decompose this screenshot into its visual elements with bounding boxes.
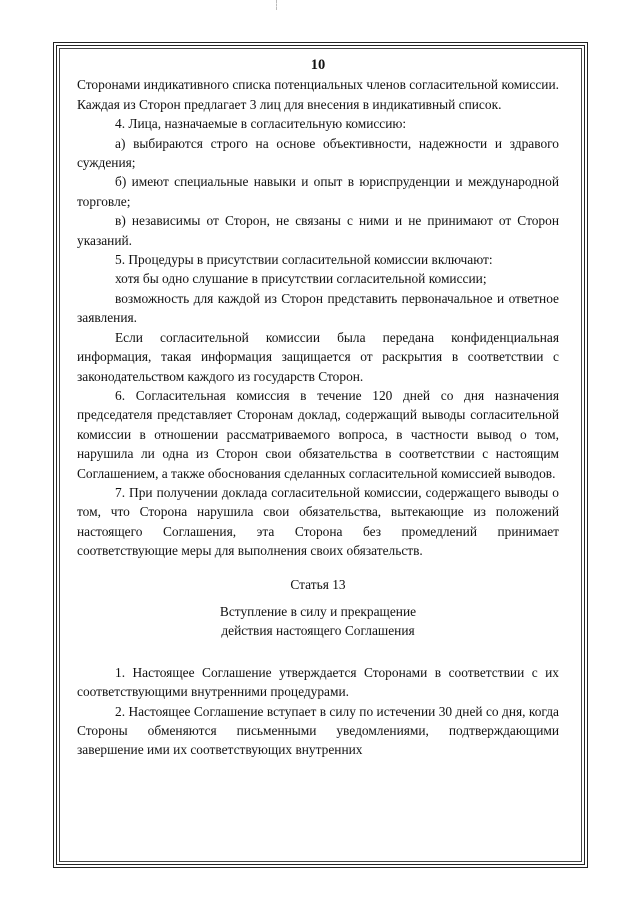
paragraph: а) выбираются строго на основе объективности, надежности и здравого суждения; — [77, 135, 559, 171]
paragraph: 1. Настоящее Соглашение утверждается Сторонами в соответствии с их соответствующими внутренними процедурами. — [77, 664, 559, 700]
scan-mark — [276, 0, 278, 10]
paragraph: 6. Согласительная комиссия в течение 120 дней со дня назначения председателя представляет Сторонам доклад, содержащий выводы согласительной комиссии в отношении рассматриваемого вопроса, в частности вывод о том, нарушила ли одна из Сторон свои обязательства в соответствии с настоящим Соглашением, а также обоснования сделанных согласительной комиссией выводов. — [77, 387, 559, 481]
paragraph: 2. Настоящее Соглашение вступает в силу по истечении 30 дней со дня, когда Стороны обменяются письменными уведомлениями, подтверждающими завершение ими их соответствующих внутренних — [77, 703, 559, 758]
article-heading: Статья 13 — [290, 576, 346, 592]
page-number: 10 — [310, 57, 326, 73]
paragraph: 4. Лица, назначаемые в согласительную комиссию: — [115, 116, 407, 132]
paragraph: хотя бы одно слушание в присутствии согласительной комиссии; — [115, 271, 487, 287]
document-body — [77, 56, 559, 760]
article-title-line1: Вступление в силу и прекращение — [219, 603, 417, 619]
paragraph: Сторонами индикативного списка потенциальных членов согласительной комиссии. Каждая из Сторон предлагает 3 лиц для внесения в индикативный список. — [77, 77, 559, 112]
article-title-line2: действия настоящего Соглашения — [221, 623, 415, 639]
paragraph: 7. При получении доклада согласительной комиссии, содержащего выводы о том, что Сторона нарушила свои обязательства, вытекающие из положений настоящего Соглашения, эта Сторона без промедлений принимает соответствующие меры для выполнения своих обязательств. — [77, 484, 559, 559]
paragraph: 5. Процедуры в присутствии согласительной комиссии включают: — [115, 252, 493, 268]
paragraph: возможность для каждой из Сторон представить первоначальное и ответное заявления. — [77, 290, 559, 326]
paragraph: в) независимы от Сторон, не связаны с ними и не принимают от Сторон указаний. — [77, 213, 559, 248]
paragraph: б) имеют специальные навыки и опыт в юриспруденции и международной торговле; — [77, 174, 559, 209]
paragraph: Если согласительной комиссии была передана конфиденциальная информация, такая информация защищается от раскрытия в соответствии с законодательством каждого из государств Сторон. — [77, 329, 559, 384]
